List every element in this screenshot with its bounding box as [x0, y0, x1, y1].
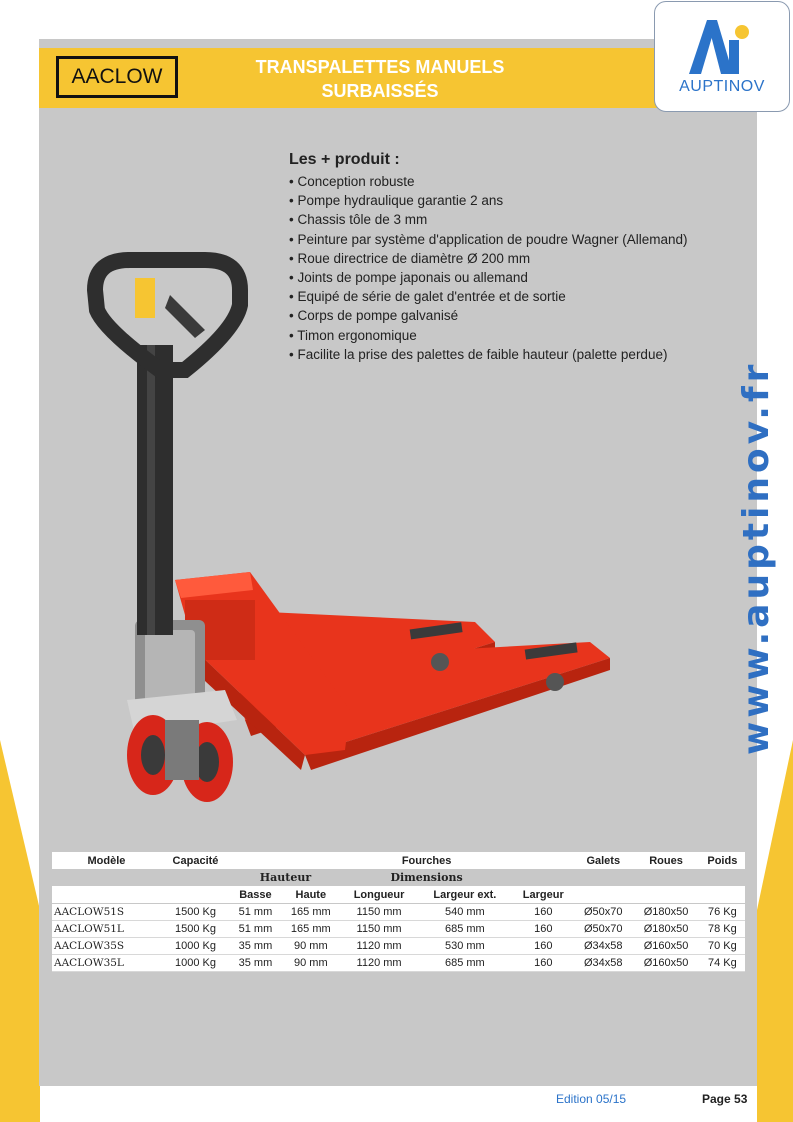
table-cell: 160	[512, 955, 574, 972]
feature-item: • Conception robuste	[289, 172, 749, 191]
title-line-2: SURBAISSÉS	[321, 81, 439, 101]
table-cell: Ø34x58	[574, 955, 632, 972]
table-cell: Ø180x50	[632, 921, 699, 938]
table-cell: 74 Kg	[700, 955, 745, 972]
table-cell: 1150 mm	[341, 904, 418, 921]
table-cell: 76 Kg	[700, 904, 745, 921]
table-cell: 90 mm	[281, 938, 341, 955]
table-header-row	[52, 869, 745, 886]
table-cell: Ø50x70	[574, 904, 632, 921]
feature-item: • Roue directrice de diamètre Ø 200 mm	[289, 249, 749, 268]
blank	[700, 886, 745, 903]
table-cell: 90 mm	[281, 955, 341, 972]
table-cell: 530 mm	[417, 938, 512, 955]
table-row	[52, 921, 745, 938]
pallet-truck-image	[75, 250, 635, 810]
col-largeur-ext: Largeur ext.	[417, 886, 512, 903]
table-cell: Ø160x50	[632, 955, 699, 972]
table-cell: 1500 Kg	[161, 904, 230, 921]
table-header-row	[52, 886, 745, 903]
right-yellow-corner	[757, 740, 793, 1122]
logo-card	[654, 1, 790, 112]
blank	[161, 886, 230, 903]
table-cell: 1500 Kg	[161, 921, 230, 938]
left-yellow-corner	[0, 740, 40, 1122]
table-cell: 160	[512, 938, 574, 955]
col-fourches: Fourches	[341, 852, 513, 869]
page-title	[210, 55, 550, 103]
table-cell: 165 mm	[281, 921, 341, 938]
blank	[281, 852, 341, 869]
table-cell: 1150 mm	[341, 921, 418, 938]
table-cell: AACLOW51L	[52, 921, 161, 938]
table-cell: 1120 mm	[341, 938, 418, 955]
feature-item: • Chassis tôle de 3 mm	[289, 210, 749, 229]
edition-label: Edition 05/15	[556, 1092, 627, 1106]
col-roues: Roues	[632, 852, 699, 869]
feature-item: • Equipé de série de galet d'entrée et de sortie	[289, 287, 749, 306]
col-modele: Modèle	[52, 852, 161, 869]
col-longueur: Longueur	[341, 886, 418, 903]
auptinov-logo-icon	[683, 18, 763, 76]
table-cell: 1000 Kg	[161, 955, 230, 972]
table-cell: 160	[512, 921, 574, 938]
table-header-row	[52, 852, 745, 869]
logo-text: AUPTINOV	[679, 78, 765, 95]
table-cell: Ø180x50	[632, 904, 699, 921]
table-cell: AACLOW51S	[52, 904, 161, 921]
website-url: www.auptinov.fr	[736, 360, 777, 755]
blank	[574, 886, 632, 903]
table-cell: AACLOW35L	[52, 955, 161, 972]
table-row	[52, 904, 745, 921]
table-cell: 78 Kg	[700, 921, 745, 938]
feature-item: • Pompe hydraulique garantie 2 ans	[289, 191, 749, 210]
col-galets: Galets	[574, 852, 632, 869]
feature-item: • Corps de pompe galvanisé	[289, 306, 749, 325]
feature-item: • Facilite la prise des palettes de faible hauteur (palette perdue)	[289, 345, 749, 364]
table-cell: 685 mm	[417, 921, 512, 938]
blank	[161, 869, 230, 886]
table-row	[52, 938, 745, 955]
col-haute: Haute	[281, 886, 341, 903]
table-cell: 35 mm	[230, 955, 281, 972]
blank	[52, 886, 161, 903]
table-cell: 160	[512, 904, 574, 921]
table-cell: Ø50x70	[574, 921, 632, 938]
blank	[512, 869, 574, 886]
blank	[574, 869, 632, 886]
col-hauteur: Hauteur	[230, 869, 341, 886]
col-largeur: Largeur	[512, 886, 574, 903]
table-cell: 35 mm	[230, 938, 281, 955]
table-cell: 1120 mm	[341, 955, 418, 972]
model-code-box	[56, 56, 178, 98]
table-cell: AACLOW35S	[52, 938, 161, 955]
table-cell: 51 mm	[230, 921, 281, 938]
feature-item: • Timon ergonomique	[289, 326, 749, 345]
blank	[632, 869, 699, 886]
features-heading: Les + produit :	[289, 151, 400, 168]
page-number: Page 53	[702, 1092, 748, 1106]
col-capacite: Capacité	[161, 852, 230, 869]
model-code: AACLOW	[71, 65, 163, 88]
table-cell: 51 mm	[230, 904, 281, 921]
table-cell: 70 Kg	[700, 938, 745, 955]
table-cell: 685 mm	[417, 955, 512, 972]
table-cell: Ø160x50	[632, 938, 699, 955]
blank	[52, 869, 161, 886]
table-row	[52, 955, 745, 972]
col-basse: Basse	[230, 886, 281, 903]
blank	[512, 852, 574, 869]
feature-item: • Peinture par système d'application de poudre Wagner (Allemand)	[289, 230, 749, 249]
col-poids: Poids	[700, 852, 745, 869]
title-line-1: TRANSPALETTES MANUELS	[255, 57, 505, 77]
blank	[700, 869, 745, 886]
blank	[230, 852, 281, 869]
table-cell: 1000 Kg	[161, 938, 230, 955]
feature-item: • Joints de pompe japonais ou allemand	[289, 268, 749, 287]
table-cell: 165 mm	[281, 904, 341, 921]
table-cell: Ø34x58	[574, 938, 632, 955]
blank	[632, 886, 699, 903]
col-dimensions: Dimensions	[341, 869, 513, 886]
specs-table	[52, 852, 745, 972]
table-cell: 540 mm	[417, 904, 512, 921]
